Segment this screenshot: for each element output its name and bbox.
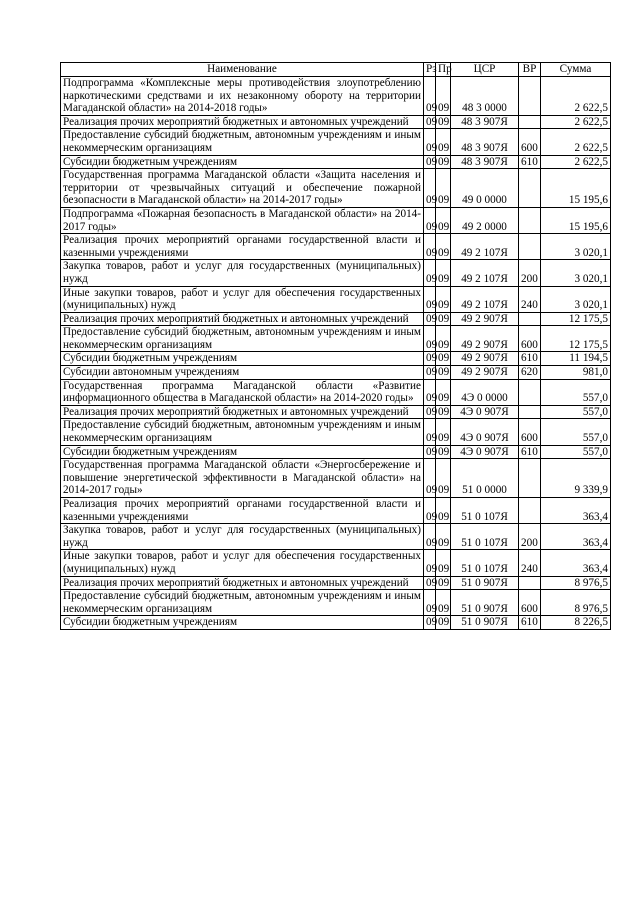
- cell-rz: 09: [424, 155, 436, 169]
- cell-rz: 09: [424, 234, 436, 260]
- cell-csr: 51 0 0000: [451, 459, 519, 498]
- cell-rz: 09: [424, 445, 436, 459]
- cell-name: Предоставление субсидий бюджетным, автономным учреждениям и иным некоммерческим организациям: [61, 590, 424, 616]
- cell-rz: 09: [424, 616, 436, 630]
- cell-vr: [519, 115, 541, 129]
- cell-vr: 600: [519, 129, 541, 155]
- cell-sum: 2 622,5: [541, 129, 611, 155]
- cell-name: Государственная программа Магаданской области «Защита населения и территории от чрезвычайных ситуаций и обеспечение пожарной безопасности в Магаданской области» на 2014-2017 годы»: [61, 169, 424, 208]
- cell-name: Государственная программа Магаданской области «Энергосбережение и повышение энергетической эффективности в Магаданской области» на 2014-2017 годы»: [61, 459, 424, 498]
- table-row: [61, 286, 611, 312]
- table-row: [61, 77, 611, 116]
- cell-rz: 09: [424, 405, 436, 419]
- table-row: [61, 405, 611, 419]
- table-row: [61, 326, 611, 352]
- cell-rz: 09: [424, 286, 436, 312]
- cell-name: Субсидии бюджетным учреждениям: [61, 616, 424, 630]
- cell-csr: 49 2 107Я: [451, 260, 519, 286]
- header-row: [61, 63, 611, 77]
- cell-pr: 09: [436, 234, 451, 260]
- cell-pr: 09: [436, 286, 451, 312]
- cell-pr: 09: [436, 169, 451, 208]
- table-row: [61, 312, 611, 326]
- header-csr: ЦСР: [451, 63, 519, 77]
- cell-vr: 600: [519, 590, 541, 616]
- cell-sum: 981,0: [541, 366, 611, 380]
- table-row: [61, 169, 611, 208]
- cell-rz: 09: [424, 326, 436, 352]
- cell-csr: 51 0 107Я: [451, 498, 519, 524]
- table-row: [61, 234, 611, 260]
- cell-rz: 09: [424, 115, 436, 129]
- cell-pr: 09: [436, 405, 451, 419]
- cell-pr: 09: [436, 576, 451, 590]
- cell-rz: 09: [424, 524, 436, 550]
- cell-pr: 09: [436, 207, 451, 233]
- cell-sum: 557,0: [541, 419, 611, 445]
- cell-vr: [519, 379, 541, 405]
- cell-csr: 4Э 0 0000: [451, 379, 519, 405]
- table-row: [61, 115, 611, 129]
- cell-name: Предоставление субсидий бюджетным, автономным учреждениям и иным некоммерческим организациям: [61, 326, 424, 352]
- table-row: [61, 590, 611, 616]
- cell-csr: 51 0 907Я: [451, 576, 519, 590]
- cell-vr: 200: [519, 524, 541, 550]
- cell-rz: 09: [424, 498, 436, 524]
- cell-sum: 557,0: [541, 379, 611, 405]
- cell-csr: 49 2 107Я: [451, 234, 519, 260]
- cell-rz: 09: [424, 550, 436, 576]
- cell-sum: 363,4: [541, 524, 611, 550]
- cell-csr: 48 3 907Я: [451, 115, 519, 129]
- cell-vr: 240: [519, 286, 541, 312]
- cell-csr: 51 0 107Я: [451, 550, 519, 576]
- cell-pr: 09: [436, 379, 451, 405]
- cell-sum: 363,4: [541, 498, 611, 524]
- cell-csr: 51 0 107Я: [451, 524, 519, 550]
- cell-vr: 240: [519, 550, 541, 576]
- cell-name: Подпрограмма «Пожарная безопасность в Магаданской области» на 2014-2017 годы»: [61, 207, 424, 233]
- cell-name: Реализация прочих мероприятий бюджетных и автономных учреждений: [61, 576, 424, 590]
- cell-csr: 49 0 0000: [451, 169, 519, 208]
- table-row: [61, 524, 611, 550]
- table-row: [61, 576, 611, 590]
- table-row: [61, 550, 611, 576]
- cell-pr: 09: [436, 616, 451, 630]
- table-row: [61, 352, 611, 366]
- cell-sum: 8 226,5: [541, 616, 611, 630]
- cell-pr: 09: [436, 312, 451, 326]
- cell-sum: 2 622,5: [541, 155, 611, 169]
- cell-sum: 12 175,5: [541, 326, 611, 352]
- cell-sum: 363,4: [541, 550, 611, 576]
- cell-vr: 610: [519, 445, 541, 459]
- cell-vr: [519, 169, 541, 208]
- cell-csr: 49 2 907Я: [451, 366, 519, 380]
- table-row: [61, 616, 611, 630]
- cell-sum: 8 976,5: [541, 576, 611, 590]
- cell-rz: 09: [424, 169, 436, 208]
- cell-pr: 09: [436, 155, 451, 169]
- cell-sum: 11 194,5: [541, 352, 611, 366]
- cell-name: Субсидии бюджетным учреждениям: [61, 445, 424, 459]
- cell-name: Иные закупки товаров, работ и услуг для обеспечения государственных (муниципальных) нужд: [61, 286, 424, 312]
- cell-vr: 200: [519, 260, 541, 286]
- cell-pr: 09: [436, 419, 451, 445]
- cell-pr: 09: [436, 115, 451, 129]
- cell-name: Закупка товаров, работ и услуг для государственных (муниципальных) нужд: [61, 524, 424, 550]
- cell-sum: 12 175,5: [541, 312, 611, 326]
- header-vr: ВР: [519, 63, 541, 77]
- cell-csr: 48 3 0000: [451, 77, 519, 116]
- cell-rz: 09: [424, 576, 436, 590]
- cell-vr: [519, 459, 541, 498]
- cell-name: Реализация прочих мероприятий органами государственной власти и казенными учреждениями: [61, 234, 424, 260]
- table-row: [61, 498, 611, 524]
- cell-rz: 09: [424, 419, 436, 445]
- cell-csr: 4Э 0 907Я: [451, 419, 519, 445]
- cell-vr: [519, 576, 541, 590]
- cell-vr: [519, 77, 541, 116]
- cell-rz: 09: [424, 207, 436, 233]
- cell-pr: 09: [436, 550, 451, 576]
- cell-vr: 600: [519, 419, 541, 445]
- cell-vr: [519, 207, 541, 233]
- table-row: [61, 129, 611, 155]
- cell-sum: 15 195,6: [541, 207, 611, 233]
- cell-sum: 3 020,1: [541, 234, 611, 260]
- cell-sum: 2 622,5: [541, 115, 611, 129]
- cell-vr: 600: [519, 326, 541, 352]
- table-row: [61, 445, 611, 459]
- cell-csr: 48 3 907Я: [451, 155, 519, 169]
- cell-vr: [519, 234, 541, 260]
- cell-vr: 610: [519, 352, 541, 366]
- table-row: [61, 419, 611, 445]
- cell-csr: 49 2 907Я: [451, 326, 519, 352]
- cell-name: Предоставление субсидий бюджетным, автономным учреждениям и иным некоммерческим организациям: [61, 419, 424, 445]
- table-row: [61, 155, 611, 169]
- cell-pr: 09: [436, 129, 451, 155]
- header-rz: Рз: [424, 63, 436, 77]
- cell-vr: [519, 405, 541, 419]
- cell-csr: 49 2 907Я: [451, 312, 519, 326]
- cell-pr: 09: [436, 590, 451, 616]
- cell-name: Субсидии автономным учреждениям: [61, 366, 424, 380]
- cell-csr: 49 2 107Я: [451, 286, 519, 312]
- cell-rz: 09: [424, 379, 436, 405]
- cell-pr: 09: [436, 260, 451, 286]
- cell-name: Реализация прочих мероприятий бюджетных и автономных учреждений: [61, 115, 424, 129]
- cell-csr: 49 2 0000: [451, 207, 519, 233]
- table-row: [61, 260, 611, 286]
- cell-name: Подпрограмма «Комплексные меры противодействия злоупотреблению наркотическими средствами и их незаконному обороту на территории Магаданской области» на 2014-2018 годы»: [61, 77, 424, 116]
- cell-rz: 09: [424, 129, 436, 155]
- cell-pr: 09: [436, 459, 451, 498]
- cell-rz: 09: [424, 260, 436, 286]
- cell-rz: 09: [424, 590, 436, 616]
- cell-name: Реализация прочих мероприятий бюджетных и автономных учреждений: [61, 312, 424, 326]
- cell-vr: 620: [519, 366, 541, 380]
- cell-name: Закупка товаров, работ и услуг для государственных (муниципальных) нужд: [61, 260, 424, 286]
- cell-sum: 9 339,9: [541, 459, 611, 498]
- cell-rz: 09: [424, 366, 436, 380]
- cell-rz: 09: [424, 312, 436, 326]
- table-row: [61, 207, 611, 233]
- cell-name: Государственная программа Магаданской области «Развитие информационного общества в Магаданской области» на 2014-2020 годы»: [61, 379, 424, 405]
- budget-table: [60, 62, 611, 630]
- cell-name: Субсидии бюджетным учреждениям: [61, 352, 424, 366]
- cell-vr: 610: [519, 616, 541, 630]
- cell-pr: 09: [436, 366, 451, 380]
- header-name: Наименование: [61, 63, 424, 77]
- cell-sum: 8 976,5: [541, 590, 611, 616]
- cell-pr: 09: [436, 524, 451, 550]
- header-pr: Пр: [436, 63, 451, 77]
- cell-name: Реализация прочих мероприятий бюджетных и автономных учреждений: [61, 405, 424, 419]
- cell-csr: 4Э 0 907Я: [451, 405, 519, 419]
- cell-csr: 51 0 907Я: [451, 616, 519, 630]
- cell-sum: 2 622,5: [541, 77, 611, 116]
- cell-pr: 09: [436, 352, 451, 366]
- cell-vr: [519, 312, 541, 326]
- cell-vr: 610: [519, 155, 541, 169]
- cell-name: Иные закупки товаров, работ и услуг для обеспечения государственных (муниципальных) нужд: [61, 550, 424, 576]
- table-row: [61, 459, 611, 498]
- table-row: [61, 366, 611, 380]
- cell-rz: 09: [424, 77, 436, 116]
- cell-sum: 3 020,1: [541, 260, 611, 286]
- cell-sum: 557,0: [541, 445, 611, 459]
- cell-pr: 09: [436, 77, 451, 116]
- cell-name: Предоставление субсидий бюджетным, автономным учреждениям и иным некоммерческим организациям: [61, 129, 424, 155]
- cell-csr: 51 0 907Я: [451, 590, 519, 616]
- cell-csr: 48 3 907Я: [451, 129, 519, 155]
- cell-sum: 15 195,6: [541, 169, 611, 208]
- cell-vr: [519, 498, 541, 524]
- cell-pr: 09: [436, 498, 451, 524]
- header-sum: Сумма: [541, 63, 611, 77]
- cell-csr: 4Э 0 907Я: [451, 445, 519, 459]
- cell-sum: 3 020,1: [541, 286, 611, 312]
- cell-csr: 49 2 907Я: [451, 352, 519, 366]
- cell-rz: 09: [424, 459, 436, 498]
- cell-name: Реализация прочих мероприятий органами государственной власти и казенными учреждениями: [61, 498, 424, 524]
- cell-sum: 557,0: [541, 405, 611, 419]
- cell-pr: 09: [436, 326, 451, 352]
- cell-rz: 09: [424, 352, 436, 366]
- table-row: [61, 379, 611, 405]
- cell-pr: 09: [436, 445, 451, 459]
- cell-name: Субсидии бюджетным учреждениям: [61, 155, 424, 169]
